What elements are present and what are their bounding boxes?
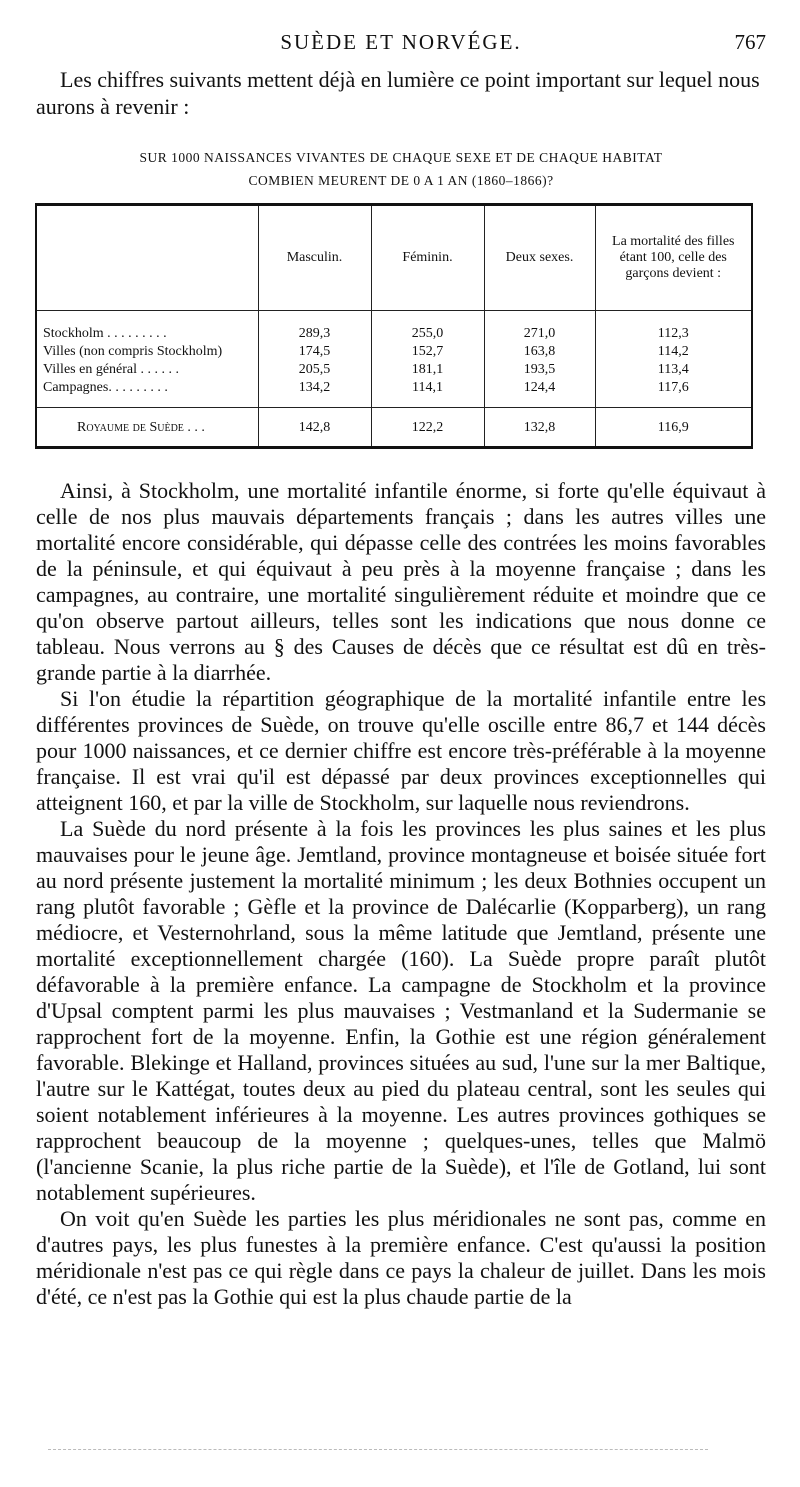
total-row-label: Royaume de Suède . . . [37, 408, 258, 447]
cell-deux-sexes: 124,4 [484, 379, 595, 408]
cell-masculin: 205,5 [258, 361, 371, 379]
cell-mortalite: 114,2 [595, 343, 751, 361]
cell-masculin: 134,2 [258, 379, 371, 408]
column-header-masculin: Masculin. [258, 206, 371, 311]
table-total-row [37, 408, 751, 447]
total-deux-sexes: 132,8 [484, 408, 595, 447]
mortality-table [35, 203, 753, 449]
cell-feminin: 181,1 [371, 361, 484, 379]
table-caption-line-1: SUR 1000 NAISSANCES VIVANTES DE CHAQUE SEXE ET DE CHAQUE HABITAT [139, 150, 663, 165]
table-row [37, 343, 751, 361]
body-text [36, 478, 766, 1310]
intro-paragraph: Les chiffres suivants mettent déjà en lumière ce point important sur lequel nous aurons à revenir : [36, 67, 760, 119]
page-number: 767 [734, 30, 766, 54]
table-row [37, 325, 751, 343]
table-row [37, 379, 751, 408]
cell-deux-sexes: 193,5 [484, 361, 595, 379]
cell-deux-sexes: 271,0 [484, 325, 595, 343]
total-feminin: 122,2 [371, 408, 484, 447]
row-label: Stockholm . . . . . . . . . [43, 326, 167, 342]
row-label: Campagnes. . . . . . . . . [43, 380, 168, 396]
total-mortalite: 116,9 [595, 408, 751, 447]
paragraph: La Suède du nord présente à la fois les provinces les plus saines et les plus mauvaises pour le jeune âge. Jemtland, province montagneuse et boisée située fort au nord présente justement la mortalité minimum ; les deux Bothnies occupent un rang plutôt favorable ; Gèfle et la province de Dalécarlie (Kopparberg), un rang médiocre, et Vesternohrland, sous la même latitude que Jemtland, présente une mortalité exceptionnellement chargée (160). La Suède propre paraît plutôt défavorable à la première enfance. La campagne de Stockholm et la province d'Upsal comptent parmi les plus mauvaises ; Vestmanland et la Sudermanie se rapprochent fort de la moyenne. Enfin, la Gothie est une région généralement favorable. Blekinge et Halland, provinces situées au sud, l'une sur la mer Baltique, l'autre sur le Kattégat, toutes deux au pied du plateau central, sont les seules qui soient notablement inférieures à la moyenne. Les autres provinces gothiques se rapprochent beaucoup de la moyenne ; quelques-unes, telles que Malmö (l'ancienne Scanie, la plus riche partie de la Suède), et l'île de Gotland, lui sont notablement supérieures. [36, 816, 766, 1205]
table-header-row [37, 206, 751, 311]
footer-rule [48, 1449, 708, 1451]
cell-masculin: 289,3 [258, 325, 371, 343]
cell-deux-sexes: 163,8 [484, 343, 595, 361]
table-row [37, 361, 751, 379]
header-blank-cell [37, 206, 258, 311]
column-header-deux-sexes: Deux sexes. [484, 206, 595, 311]
cell-mortalite: 113,4 [595, 361, 751, 379]
column-header-mortalite: La mortalité des filles étant 100, celle des garçons devient : [595, 206, 751, 311]
column-header-feminin: Féminin. [371, 206, 484, 311]
table-caption [36, 146, 766, 192]
running-title: SUÈDE ET NORVÉGE. [280, 30, 522, 54]
row-label: Villes (non compris Stockholm) [43, 344, 223, 360]
cell-mortalite: 117,6 [595, 379, 751, 408]
paragraph: Ainsi, à Stockholm, une mortalité infantile énorme, si forte qu'elle équivaut à celle de nos plus mauvais départements français ; dans les autres villes une mortalité encore considérable, qui dépasse celle des contrées les moins favorables de la péninsule, et qui équivaut à peu près à la moyenne française ; dans les campagnes, au contraire, une mortalité singulièrement réduite et moindre que ce qu'on observe partout ailleurs, telles sont les indications que nous donne ce tableau. Nous verrons au § des Causes de décès que ce résultat est dû en très-grande partie à la diarrhée. [36, 478, 766, 685]
paragraph: Si l'on étudie la répartition géographique de la mortalité infantile entre les différentes provinces de Suède, on trouve qu'elle oscille entre 86,7 et 144 décès pour 1000 naissances, et ce dernier chiffre est encore très-préférable à la moyenne française. Il est vrai qu'il est dépassé par deux provinces exceptionnelles qui atteignent 160, et par la ville de Stockholm, sur laquelle nous reviendrons. [36, 686, 766, 815]
cell-feminin: 152,7 [371, 343, 484, 361]
cell-masculin: 174,5 [258, 343, 371, 361]
total-masculin: 142,8 [258, 408, 371, 447]
paragraph: On voit qu'en Suède les parties les plus méridionales ne sont pas, comme en d'autres pays, les plus funestes à la première enfance. C'est qu'aussi la position méridionale n'est pas ce qui règle dans ce pays la chaleur de juillet. Dans les mois d'été, ce n'est pas la Gothie qui est la plus chaude partie de la [36, 1206, 766, 1309]
cell-mortalite: 112,3 [595, 325, 751, 343]
table-caption-line-2: COMBIEN MEURENT DE 0 A 1 AN (1860–1866)? [248, 173, 554, 188]
row-label: Villes en général . . . . . . [43, 362, 180, 378]
cell-feminin: 255,0 [371, 325, 484, 343]
page-header [36, 30, 766, 60]
cell-feminin: 114,1 [371, 379, 484, 408]
